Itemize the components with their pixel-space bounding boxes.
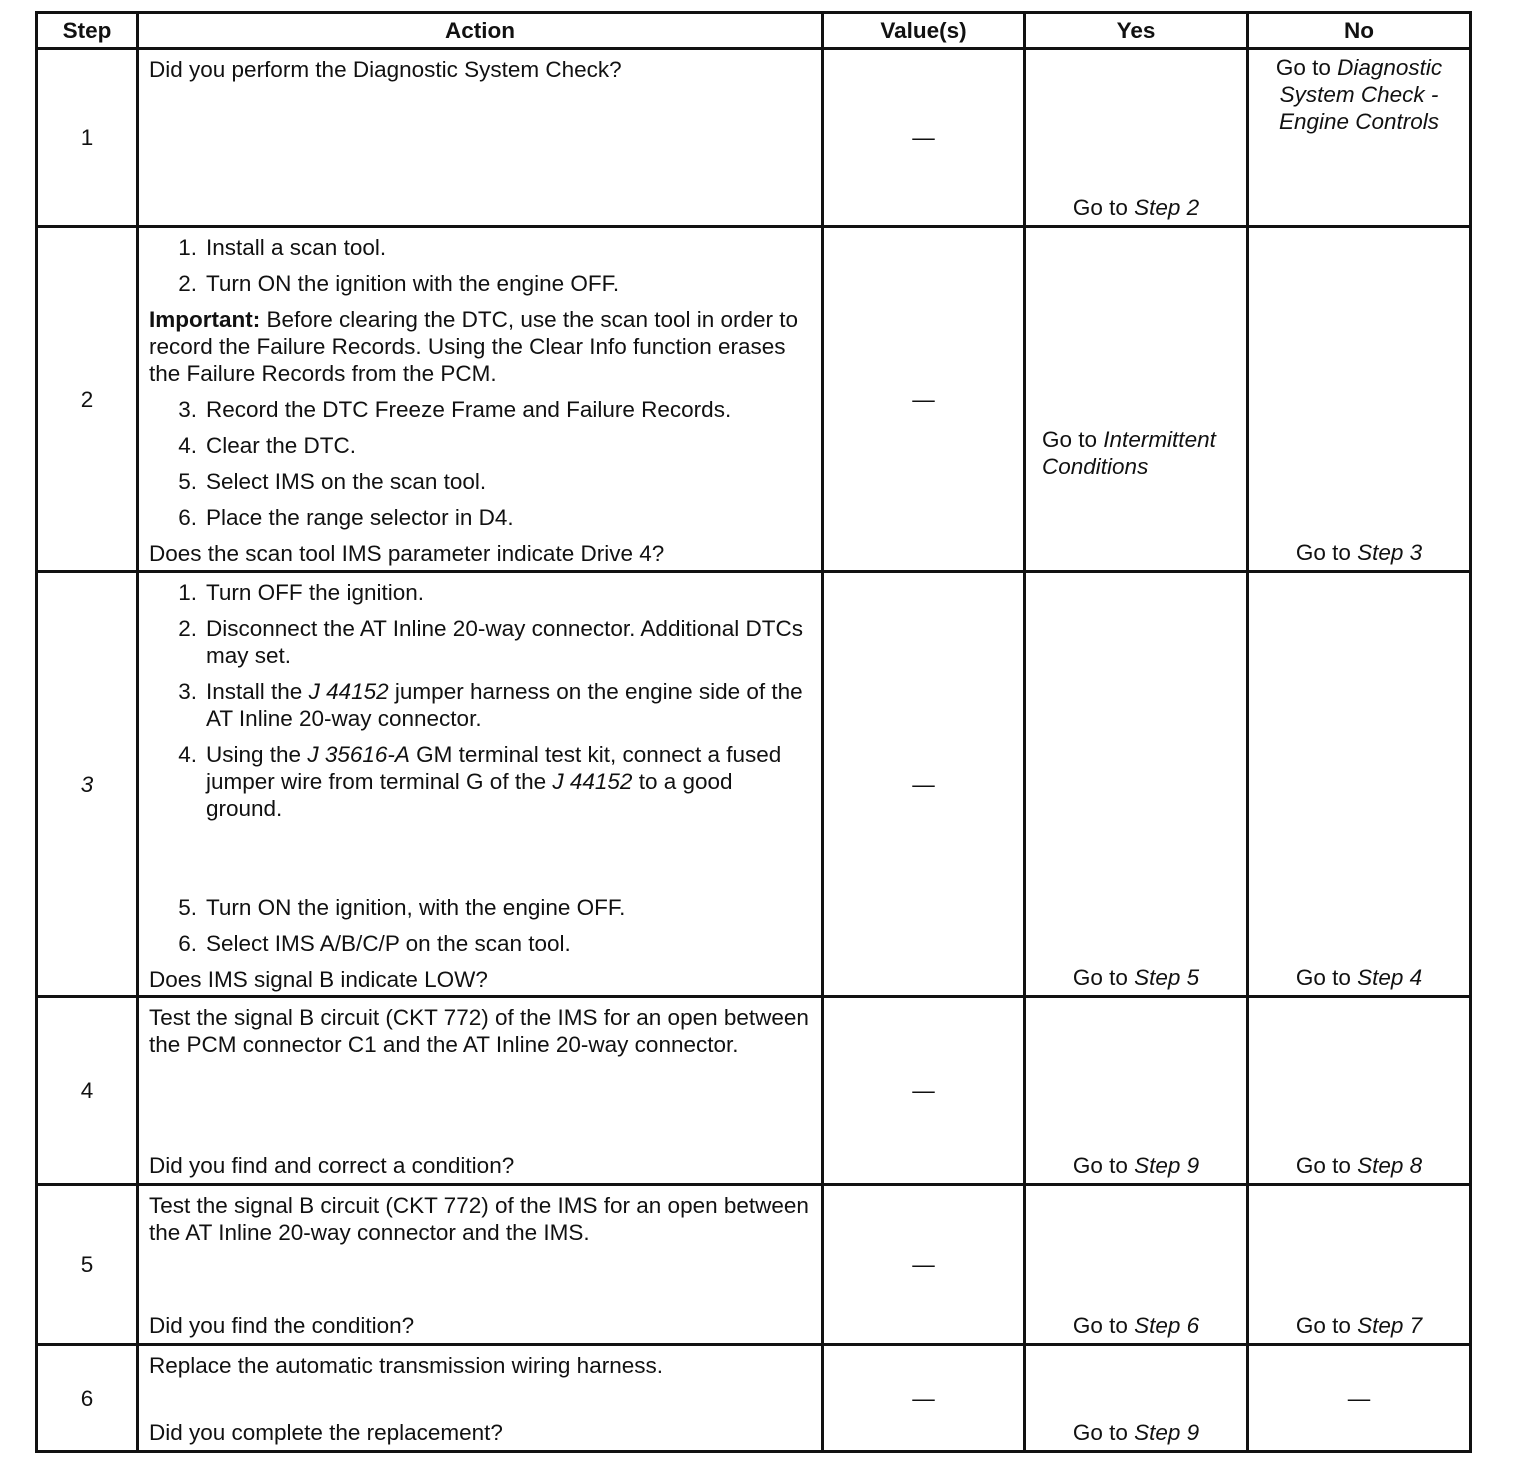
header-values: Value(s): [823, 13, 1025, 49]
list-item: 4. Using the J 35616-A GM terminal test kit, connect a fused jumper wire from terminal G of the J 44152 to a good ground.: [178, 742, 782, 821]
value-cell: —: [823, 572, 1025, 997]
goto-target: Step 9: [1134, 1153, 1200, 1178]
yes-cell: [1025, 572, 1248, 997]
goto-prefix: Go to: [1295, 540, 1351, 565]
no-cell: [1248, 227, 1471, 572]
yes-goto-link[interactable]: [1032, 964, 1240, 991]
table-row-step-2: [37, 227, 1471, 572]
goto-target: Diagnostic System Check - Engine Controls: [1278, 55, 1443, 134]
header-action: Action: [138, 13, 823, 49]
list-item: 2. Turn ON the ignition with the engine OFF.: [178, 271, 620, 296]
action-question: Does the scan tool IMS parameter indicate Drive 4?: [149, 541, 665, 566]
goto-target: Step 5: [1134, 965, 1200, 990]
table-row-step-1: [37, 49, 1471, 227]
action-cell: [138, 227, 823, 572]
yes-goto-link[interactable]: [1032, 1152, 1240, 1179]
value-cell: —: [823, 997, 1025, 1185]
step-number: 3: [37, 572, 138, 997]
goto-prefix: Go to: [1275, 55, 1331, 80]
no-goto-link[interactable]: [1255, 1312, 1463, 1339]
no-cell: [1248, 572, 1471, 997]
list-item: 6. Select IMS A/B/C/P on the scan tool.: [178, 931, 571, 956]
list-item: 3. Record the DTC Freeze Frame and Failure Records.: [178, 397, 732, 422]
tool-number: J 44152: [308, 679, 389, 704]
goto-prefix: Go to: [1072, 1313, 1128, 1338]
diagnostic-table: [35, 11, 1472, 1453]
important-label: Important:: [149, 307, 261, 332]
yes-goto-link[interactable]: [1032, 1419, 1240, 1446]
table-row-step-3: [37, 572, 1471, 997]
step-number: 1: [37, 49, 138, 227]
goto-prefix: Go to: [1072, 965, 1128, 990]
goto-target: Step 7: [1357, 1313, 1423, 1338]
action-question: Did you find and correct a condition?: [149, 1153, 515, 1178]
header-row: [37, 13, 1471, 49]
list-item: 3. Install the J 44152 jumper harness on the engine side of the AT Inline 20-way connector.: [178, 679, 803, 731]
goto-prefix: Go to: [1042, 427, 1098, 452]
action-cell: [138, 997, 823, 1185]
list-item: 5. Select IMS on the scan tool.: [178, 469, 487, 494]
step-number: 4: [37, 997, 138, 1185]
action-question: Did you complete the replacement?: [149, 1420, 503, 1445]
goto-target: Step 8: [1357, 1153, 1423, 1178]
no-goto-link[interactable]: [1255, 539, 1463, 566]
goto-target: Intermittent Conditions: [1042, 427, 1216, 479]
value-cell: —: [823, 1185, 1025, 1345]
yes-goto-link[interactable]: [1032, 1312, 1240, 1339]
header-yes: Yes: [1025, 13, 1248, 49]
table-row-step-6: [37, 1345, 1471, 1452]
action-question: Did you find the condition?: [149, 1313, 415, 1338]
yes-goto-link[interactable]: [1032, 426, 1242, 480]
goto-target: Step 6: [1134, 1313, 1200, 1338]
value-cell: —: [823, 227, 1025, 572]
yes-goto-link[interactable]: [1032, 194, 1240, 221]
no-cell: [1248, 49, 1471, 227]
list-item: 1. Turn OFF the ignition.: [178, 580, 425, 605]
action-cell: [138, 1185, 823, 1345]
goto-prefix: Go to: [1072, 1153, 1128, 1178]
list-item: 6. Place the range selector in D4.: [178, 505, 514, 530]
step-number: 5: [37, 1185, 138, 1345]
action-question: Did you perform the Diagnostic System Check?: [149, 57, 622, 82]
no-cell: [1248, 1185, 1471, 1345]
list-item: 2. Disconnect the AT Inline 20-way connector. Additional DTCs may set.: [178, 616, 803, 668]
list-item: 4. Clear the DTC.: [178, 433, 357, 458]
goto-prefix: Go to: [1295, 1313, 1351, 1338]
value-cell: —: [823, 1345, 1025, 1452]
list-item: 5. Turn ON the ignition, with the engine OFF.: [178, 895, 626, 920]
step-number: 6: [37, 1345, 138, 1452]
step-number: 2: [37, 227, 138, 572]
goto-target: Step 9: [1134, 1420, 1200, 1445]
action-text: Test the signal B circuit (CKT 772) of the IMS for an open between the AT Inline 20-way connector and the IMS.: [149, 1193, 809, 1245]
list-item: 1. Install a scan tool.: [178, 235, 387, 260]
yes-cell: [1025, 227, 1248, 572]
no-goto-link[interactable]: [1255, 964, 1463, 991]
action-text: Test the signal B circuit (CKT 772) of the IMS for an open between the PCM connector C1 and the AT Inline 20-way connector.: [149, 1005, 809, 1057]
goto-prefix: Go to: [1295, 1153, 1351, 1178]
goto-prefix: Go to: [1295, 965, 1351, 990]
no-goto-link[interactable]: [1259, 54, 1459, 135]
header-step: Step: [37, 13, 138, 49]
tool-number: J 44152: [552, 769, 633, 794]
no-goto-link[interactable]: [1255, 1152, 1463, 1179]
goto-target: Step 2: [1134, 195, 1200, 220]
no-cell: —: [1248, 1345, 1471, 1452]
goto-prefix: Go to: [1072, 195, 1128, 220]
table-row-step-4: [37, 997, 1471, 1185]
goto-prefix: Go to: [1072, 1420, 1128, 1445]
action-cell: [138, 49, 823, 227]
important-note: Important: Before clearing the DTC, use the scan tool in order to record the Failure Records. Using the Clear Info function erases the Failure Records from the PCM.: [149, 307, 799, 386]
tool-number: J 35616-A: [307, 742, 410, 767]
no-cell: [1248, 997, 1471, 1185]
action-question: Does IMS signal B indicate LOW?: [149, 967, 488, 992]
table-row-step-5: [37, 1185, 1471, 1345]
action-text: Replace the automatic transmission wiring harness.: [149, 1353, 663, 1378]
value-cell: —: [823, 49, 1025, 227]
yes-cell: [1025, 1185, 1248, 1345]
yes-cell: [1025, 49, 1248, 227]
goto-target: Step 3: [1357, 540, 1423, 565]
action-cell: [138, 1345, 823, 1452]
yes-cell: [1025, 1345, 1248, 1452]
header-no: No: [1248, 13, 1471, 49]
goto-target: Step 4: [1357, 965, 1423, 990]
action-cell: [138, 572, 823, 997]
yes-cell: [1025, 997, 1248, 1185]
